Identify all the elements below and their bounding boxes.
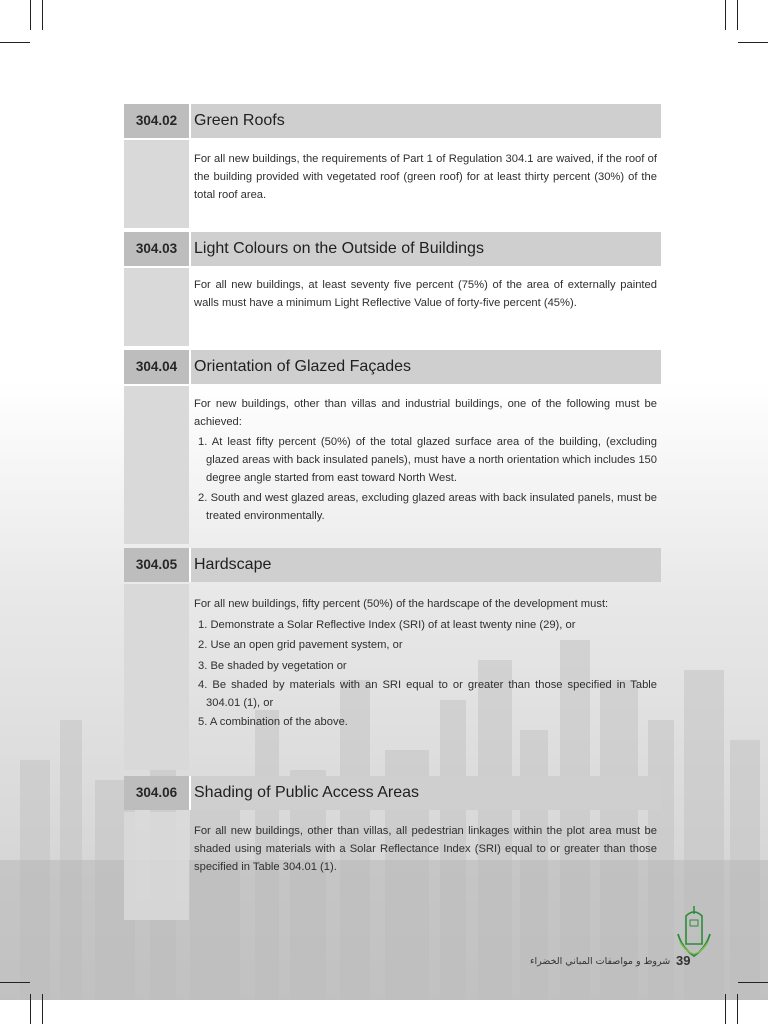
crop-mark (738, 982, 768, 983)
crop-mark (42, 0, 43, 30)
section-list (194, 615, 657, 733)
list-item: 5. A combination of the above. (198, 716, 348, 728)
section-title: Shading of Public Access Areas (191, 776, 661, 810)
section-number: 304.04 (124, 350, 191, 384)
section-paragraph: For all new buildings, the requirements of Part 1 of Regulation 304.1 are waived, if the roof of the building provided with vegetated roof (green roof) for at least thirty percent (30%) of the total roof area. (194, 153, 657, 201)
list-item: 1. Demonstrate a Solar Reflective Index (SRI) of at least twenty nine (29), or (198, 618, 576, 631)
footer-arabic-title: شروط و مواصفات المباني الخضراء (530, 956, 671, 967)
section-paragraph: For all new buildings, at least seventy five percent (75%) of the area of externally painted walls must have a minimum Light Reflective Value of forty-five percent (45%). (194, 279, 657, 309)
section-header (124, 232, 661, 266)
section-side-column (124, 584, 189, 770)
crop-mark (30, 0, 31, 30)
section-list (194, 433, 657, 525)
crop-mark (737, 0, 738, 30)
section-304-03 (124, 232, 661, 346)
list-item: 3. Be shaded by vegetation or (198, 659, 347, 672)
list-item: 4. Be shaded by materials with an SRI equal to or greater than those specified in Table 304.01 (1), or (198, 679, 657, 709)
section-paragraph: For new buildings, other than villas and industrial buildings, one of the following must be achieved: (194, 398, 657, 428)
section-title: Orientation of Glazed Façades (191, 350, 661, 384)
section-title: Green Roofs (191, 104, 661, 138)
section-304-04 (124, 350, 661, 544)
section-side-column (124, 140, 189, 228)
section-304-02 (124, 104, 661, 228)
section-side-column (124, 386, 189, 544)
crop-mark (0, 42, 30, 43)
section-paragraph: For all new buildings, other than villas, all pedestrian linkages within the plot area must be shaded using materials with a Solar Reflectance Index (SRI) equal to or greater than those specified in Table 304.01 (1). (194, 825, 657, 873)
section-header (124, 350, 661, 384)
section-number: 304.05 (124, 548, 191, 582)
section-header (124, 548, 661, 582)
list-item: 2. Use an open grid pavement system, or (198, 639, 403, 651)
page-number: 39 (676, 953, 691, 968)
section-header (124, 776, 661, 810)
crop-mark (737, 994, 738, 1024)
section-number: 304.02 (124, 104, 191, 138)
section-side-column (124, 268, 189, 346)
section-header (124, 104, 661, 138)
section-body (194, 395, 657, 525)
section-number: 304.03 (124, 232, 191, 266)
crop-mark (725, 0, 726, 30)
section-title: Hardscape (191, 548, 661, 582)
section-body (194, 150, 657, 204)
section-paragraph: For all new buildings, fifty percent (50%) of the hardscape of the development must: (194, 598, 609, 610)
crop-mark (738, 42, 768, 43)
section-side-column (124, 812, 189, 920)
section-304-06 (124, 776, 661, 920)
section-title: Light Colours on the Outside of Buildings (191, 232, 661, 266)
section-body (194, 276, 657, 312)
section-304-05 (124, 548, 661, 770)
section-body (194, 822, 657, 876)
crop-mark (42, 994, 43, 1024)
list-item: 1. At least fifty percent (50%) of the total glazed surface area of the building, (excluding glazed areas with back insulated panels), must have a north orientation which includes 150 degree angle started from east toward North West. (198, 436, 657, 484)
crop-mark (0, 982, 30, 983)
crop-mark (725, 994, 726, 1024)
section-body (194, 594, 657, 733)
crop-mark (30, 994, 31, 1024)
list-item: 2. South and west glazed areas, excluding glazed areas with back insulated panels, must be treated environmentally. (198, 492, 657, 522)
section-number: 304.06 (124, 776, 191, 810)
